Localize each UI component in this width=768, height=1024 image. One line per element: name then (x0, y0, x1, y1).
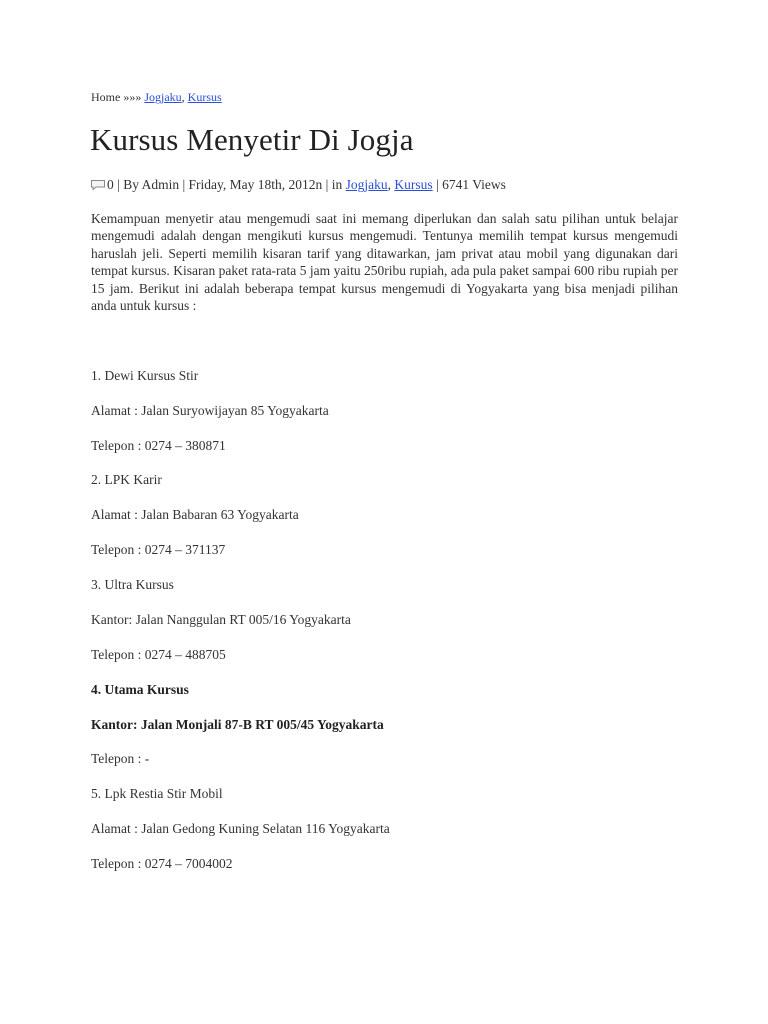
view-count: | 6741 Views (432, 177, 506, 192)
entry-1-phone: Telepon : 0274 – 380871 (91, 438, 226, 453)
entry-5-address: Alamat : Jalan Gedong Kuning Selatan 116 Yogyakarta (91, 821, 390, 836)
page-title: Kursus Menyetir Di Jogja (90, 122, 414, 157)
breadcrumb-separator: »»» (120, 90, 145, 104)
entry-4-address: Kantor: Jalan Monjali 87-B RT 005/45 Yogyakarta (91, 717, 384, 732)
entry-2-phone: Telepon : 0274 – 371137 (91, 542, 226, 557)
entry-3-name: 3. Ultra Kursus (91, 577, 174, 592)
entry-2-address: Alamat : Jalan Babaran 63 Yogyakarta (91, 507, 299, 522)
breadcrumb-comma: , (181, 90, 188, 104)
entry-5-name: 5. Lpk Restia Stir Mobil (91, 786, 223, 801)
post-meta (90, 177, 506, 193)
intro-paragraph: Kemampuan menyetir atau mengemudi saat ini memang diperlukan dan salah satu pilihan untuk belajar mengemudi adalah dengan mengikuti kursus mengemudi. Tentunya memilih tempat kursus mengemudi haruslah jeli. Seperti memilih kisaran tarif yang ditawarkan, jam privat atau mobil yang digunakan dari tempat kursus. Kisaran paket rata-rata 5 jam yaitu 250ribu rupiah, ada pula paket sampai 600 ribu rupiah per 15 jam. Berikut ini adalah beberapa tempat kursus mengemudi di Yogyakarta yang bisa menjadi pilihan anda untuk kursus : (91, 211, 678, 314)
breadcrumb-link-kursus[interactable]: Kursus (187, 90, 222, 104)
comment-icon[interactable] (90, 179, 106, 191)
entry-3-phone: Telepon : 0274 – 488705 (91, 647, 226, 662)
category-link-jogjaku[interactable]: Jogjaku (345, 177, 388, 192)
entry-4-phone: Telepon : - (91, 751, 150, 766)
breadcrumb (91, 90, 222, 105)
entry-4-name: 4. Utama Kursus (91, 682, 189, 697)
meta-author-date: | By Admin | Friday, May 18th, 2012n | in (113, 177, 346, 192)
entry-2-name: 2. LPK Karir (91, 472, 162, 487)
entry-1-address: Alamat : Jalan Suryowijayan 85 Yogyakarta (91, 403, 329, 418)
entry-3-address: Kantor: Jalan Nanggulan RT 005/16 Yogyakarta (91, 612, 351, 627)
entry-1-name: 1. Dewi Kursus Stir (91, 368, 199, 383)
breadcrumb-home[interactable]: Home (91, 90, 121, 104)
comment-count[interactable]: 0 (107, 177, 114, 192)
meta-comma: , (387, 177, 395, 192)
breadcrumb-link-jogjaku[interactable]: Jogjaku (144, 90, 182, 104)
entry-5-phone: Telepon : 0274 – 7004002 (91, 856, 233, 871)
category-link-kursus[interactable]: Kursus (394, 177, 433, 192)
